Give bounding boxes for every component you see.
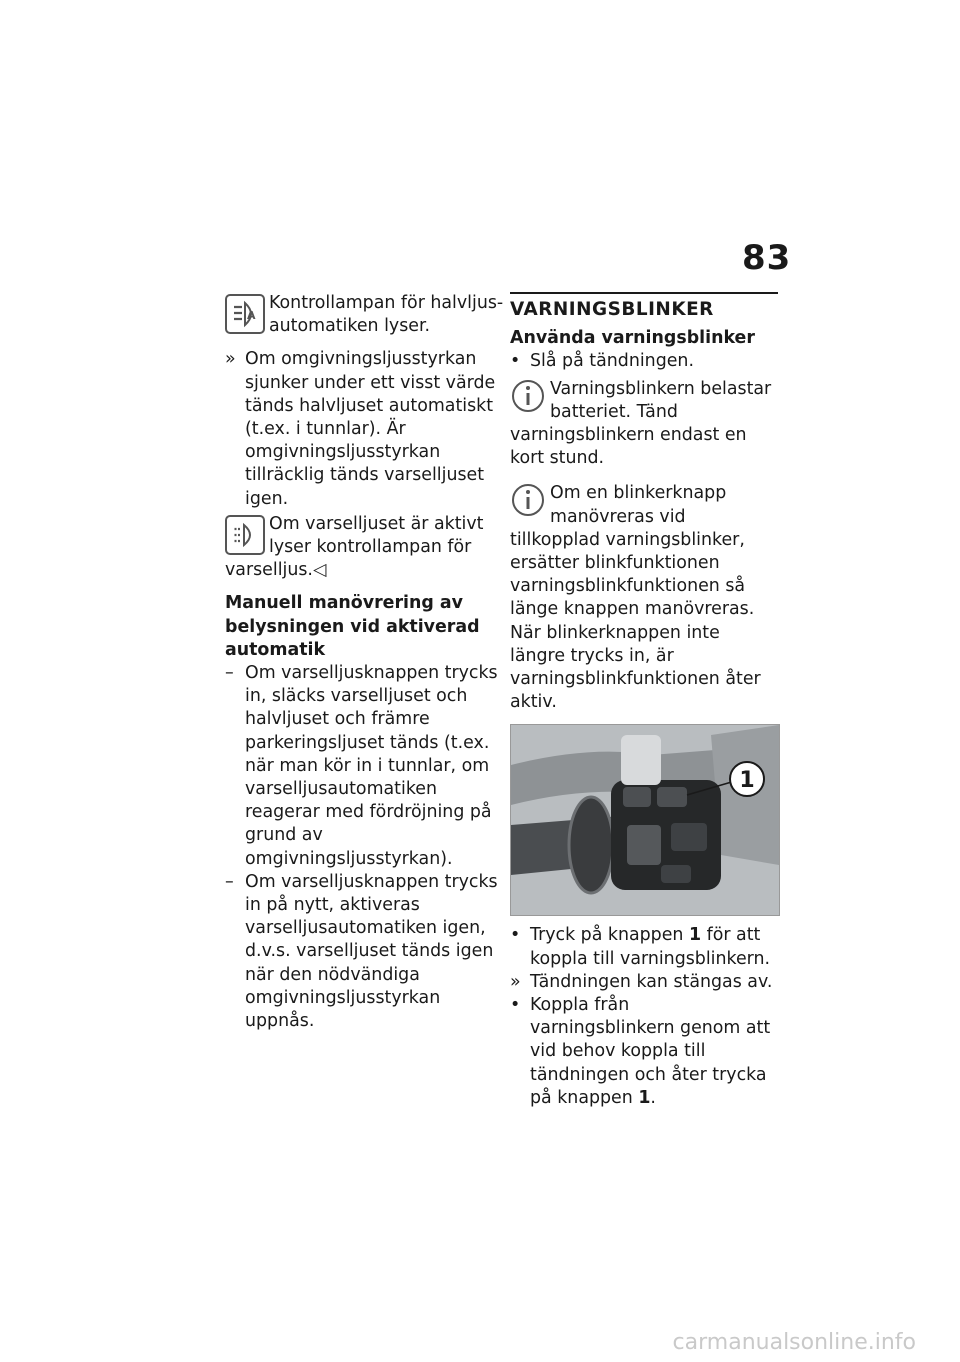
handlebar-switch-illustration <box>511 725 779 915</box>
step-text: Slå på tändningen. <box>530 351 694 372</box>
bullet-marker: • <box>510 995 521 1016</box>
manual-operation-heading: Manuell manövrering av belysningen vid aktiverad automatik <box>225 593 480 660</box>
left-column <box>225 292 505 1033</box>
button-number: 1 <box>638 1087 651 1108</box>
svg-text:A: A <box>247 309 256 322</box>
result-marker: » <box>510 971 521 992</box>
button-number: 1 <box>688 925 702 946</box>
section-title: VARNINGSBLINKER <box>510 292 778 321</box>
dash-item-1 <box>225 662 505 871</box>
step-press-button <box>510 924 778 970</box>
info-note-text: Varningsblinkern belastar batteriet. Tänd varningsblinkern endast en kort stund. <box>510 378 772 469</box>
daytime-running-light-icon <box>225 515 265 555</box>
auto-headlight-icon <box>225 294 265 334</box>
watermark-footer: carmanualsonline.info <box>672 1330 916 1355</box>
info-note-turn-signal <box>510 482 778 714</box>
step-ignition-on <box>510 350 778 373</box>
dash-item-text: Om varselljusknappen trycks in, släcks varselljuset och halvljuset och främre parkeringsljuset tänds (t.ex. när man kör in i tunnlar, om varselljusautomatiken reagerar med fördröjning på grund av omgivningsljusstyrkan). <box>245 663 498 869</box>
step-switch-off <box>510 994 778 1110</box>
result-ignition-off <box>510 971 778 994</box>
bullet-marker: • <box>510 351 521 372</box>
figure-callout-1: 1 <box>739 768 755 794</box>
dash-item-text: Om varselljusknappen trycks in på nytt, aktiveras varselljusautomatiken igen, d.v.s. varselljuset tänds igen när den nödvändiga omgivningsljusstyrkan uppnås. <box>245 871 498 1032</box>
handlebar-switch-photo <box>510 724 780 916</box>
step-text: för att koppla till varningsblinkern. <box>530 925 771 969</box>
info-note-battery <box>510 378 778 471</box>
bullet-marker: • <box>510 925 521 946</box>
info-note-text: Om en blinkerknapp manövreras vid tillkopplad varningsblinker, ersätter blinkfunktionen varningsblinkfunktionen så länge knappen manövreras. När blinkerknappen inte längre trycks in, är varningsblinkfunktionen åter aktiv. <box>510 483 761 713</box>
auto-headlight-indicator-note <box>225 292 505 338</box>
info-icon <box>510 482 546 522</box>
step-text: . <box>650 1087 656 1108</box>
daytime-light-note <box>225 513 505 583</box>
info-icon <box>510 378 546 418</box>
dash-marker: – <box>225 663 234 684</box>
subsection-title: Använda varningsblinker <box>510 328 755 349</box>
result-text: Tändningen kan stängas av. <box>530 971 773 992</box>
step-text: Koppla från varningsblinkern genom att vid behov koppla till tändningen och åter trycka på knappen <box>530 995 771 1108</box>
right-column <box>510 292 778 1110</box>
daytime-note-text: Om varselljuset är aktivt lyser kontrollampan för varselljus. <box>225 513 484 581</box>
step-text: Tryck på knappen <box>530 925 689 946</box>
dash-item-2 <box>225 871 505 1033</box>
result-marker: » <box>225 349 236 370</box>
result-auto-headlight <box>225 348 505 510</box>
page-number: 83 <box>742 238 792 278</box>
indicator-note-text: Kontrollampan för halvljus-automatiken lyser. <box>269 293 504 337</box>
dash-marker: – <box>225 871 234 892</box>
result-text: Om omgivningsljusstyrkan sjunker under ett visst värde tänds halvljuset automatiskt (t.ex. i tunnlar). Är omgivningsljusstyrkan tillräcklig tänds varselljuset igen. <box>245 349 496 509</box>
end-of-section-mark: ◁ <box>312 560 327 581</box>
